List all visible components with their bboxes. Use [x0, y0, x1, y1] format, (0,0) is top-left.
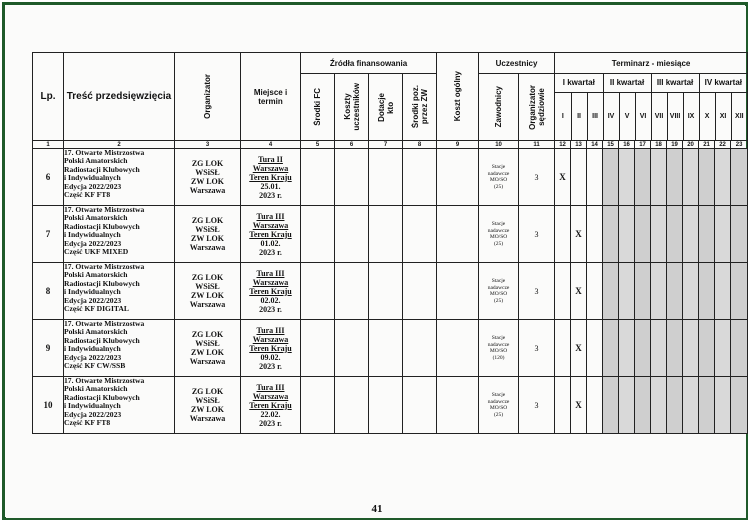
row-month-8	[667, 320, 683, 377]
row-sedziowie: 3	[519, 320, 555, 377]
row-rok: 2023 r.	[259, 190, 282, 200]
row-month-8	[667, 149, 683, 206]
row-lp: 6	[33, 149, 64, 206]
row-organizator: ZG LOK WSiSŁ ZW LOK Warszawa	[175, 263, 241, 320]
row-month-3	[587, 263, 603, 320]
header-srodki-fc-label: Środki FC	[313, 88, 322, 126]
row-rok: 2023 r.	[259, 304, 282, 314]
row-dotacje	[369, 377, 403, 434]
header-q1: I kwartał	[555, 74, 603, 92]
column-number-23: 23	[731, 141, 748, 149]
row-month-6	[635, 263, 651, 320]
row-dotacje	[369, 320, 403, 377]
row-sedziowie: 3	[519, 206, 555, 263]
row-month-mark: X	[571, 377, 587, 434]
table-row	[33, 206, 748, 263]
row-month-mark: X	[571, 206, 587, 263]
column-number-15: 15	[603, 141, 619, 149]
row-month-4	[603, 320, 619, 377]
row-month-5	[619, 206, 635, 263]
row-koszty	[335, 263, 369, 320]
row-teren: Teren Kraju	[249, 343, 292, 353]
header-month-4: IV	[603, 92, 619, 140]
header-month-12: XII	[735, 112, 744, 120]
row-koszt-ogolny	[437, 149, 479, 206]
row-month-9	[683, 320, 699, 377]
row-tresc: 17. Otwarte Mistrzostwa Polski Amatorskich Radiostacji Klubowych i Indywidualnych Edycja 2022/2023 Część KF FT8	[64, 149, 175, 206]
header-zrodla: Źródła finansowania	[301, 53, 437, 74]
row-month-7	[651, 149, 667, 206]
row-month-7	[651, 206, 667, 263]
column-number-20: 20	[683, 141, 699, 149]
row-month-4	[603, 206, 619, 263]
row-koszty	[335, 377, 369, 434]
row-data: 02.02.	[260, 295, 281, 305]
row-zawodnicy: Stacje nadawcze MO/SO (25)	[479, 377, 519, 434]
header-koszty-label: Koszty uczestników	[342, 83, 361, 131]
row-month-5	[619, 377, 635, 434]
page-number: 41	[371, 503, 383, 515]
row-koszt-ogolny	[437, 206, 479, 263]
header-lp: Lp.	[33, 53, 64, 141]
row-zawodnicy: Stacje nadawcze MO/SO (25)	[479, 263, 519, 320]
row-data: 25.01.	[260, 181, 281, 191]
column-number-14: 14	[587, 141, 603, 149]
row-month-11	[715, 377, 731, 434]
row-sedziowie: 3	[519, 149, 555, 206]
header-months	[555, 74, 748, 141]
header-koszty	[335, 74, 369, 141]
row-koszt-ogolny	[437, 320, 479, 377]
row-miejsce	[241, 206, 301, 263]
header-koszt-ogolny-label: Koszt ogólny	[453, 71, 463, 122]
row-dotacje	[369, 206, 403, 263]
row-tura: Tura III	[256, 382, 285, 392]
row-month-6	[635, 149, 651, 206]
header-month-8: VIII	[667, 92, 683, 140]
row-month-6	[635, 377, 651, 434]
row-month-5	[619, 149, 635, 206]
row-lp: 7	[33, 206, 64, 263]
row-month-mark: X	[555, 149, 571, 206]
row-dotacje	[369, 149, 403, 206]
header-zawodnicy-label: Zawodnicy	[494, 86, 504, 128]
row-month-7	[651, 377, 667, 434]
row-zawodnicy: Stacje nadawcze MO/SO (120)	[479, 320, 519, 377]
row-month-10	[699, 320, 715, 377]
row-month-9	[683, 377, 699, 434]
header-q4: IV kwartał	[699, 74, 747, 92]
row-month-1	[555, 263, 571, 320]
row-lp: 10	[33, 377, 64, 434]
schedule-table	[32, 52, 748, 434]
row-month-11	[715, 320, 731, 377]
row-month-8	[667, 263, 683, 320]
column-number-3: 3	[175, 141, 241, 149]
row-zawodnicy: Stacje nadawcze MO/SO (25)	[479, 206, 519, 263]
row-month-1	[555, 377, 571, 434]
row-month-3	[587, 149, 603, 206]
row-srodki-fc	[301, 263, 335, 320]
row-tura: Tura II	[258, 154, 283, 164]
row-sedziowie: 3	[519, 377, 555, 434]
row-month-8	[667, 377, 683, 434]
header-terminarz: Terminarz - miesiące	[555, 53, 748, 74]
column-number-18: 18	[651, 141, 667, 149]
column-number-9: 9	[437, 141, 479, 149]
row-month-4	[603, 377, 619, 434]
row-teren: Teren Kraju	[249, 229, 292, 239]
header-org-sedz	[519, 74, 555, 141]
column-number-19: 19	[667, 141, 683, 149]
row-tresc: 17. Otwarte Mistrzostwa Polski Amatorskich Radiostacji Klubowych i Indywidualnych Edycja 2022/2023 Część UKF MIXED	[64, 206, 175, 263]
row-month-1	[555, 320, 571, 377]
row-month-9	[683, 206, 699, 263]
row-month-5	[619, 320, 635, 377]
column-number-1: 1	[33, 141, 64, 149]
column-number-13: 13	[571, 141, 587, 149]
row-rok: 2023 r.	[259, 361, 282, 371]
row-month-mark: X	[571, 320, 587, 377]
header-month-5: V	[619, 92, 635, 140]
header-tresc: Treść przedsięwzięcia	[64, 53, 175, 141]
row-miasto: Warszawa	[252, 277, 289, 287]
table-row	[33, 320, 748, 377]
row-tresc: 17. Otwarte Mistrzostwa Polski Amatorskich Radiostacji Klubowych i Indywidualnych Edycja 2022/2023 Część KF CW/SSB	[64, 320, 175, 377]
row-miejsce	[241, 263, 301, 320]
row-month-7	[651, 263, 667, 320]
row-miasto: Warszawa	[252, 220, 289, 230]
row-rok: 2023 r.	[259, 247, 282, 257]
column-number-5: 5	[301, 141, 335, 149]
row-tura: Tura III	[256, 211, 285, 221]
header-month-1: I	[555, 92, 571, 140]
row-organizator: ZG LOK WSiSŁ ZW LOK Warszawa	[175, 377, 241, 434]
row-month-3	[587, 377, 603, 434]
row-tura: Tura III	[256, 268, 285, 278]
table-row	[33, 377, 748, 434]
row-month-12	[731, 149, 748, 206]
header-uczestnicy: Uczestnicy	[479, 53, 555, 74]
row-miasto: Warszawa	[252, 334, 289, 344]
column-number-7: 7	[369, 141, 403, 149]
header-month-11: XI	[715, 92, 731, 140]
row-srodki-poz	[403, 377, 437, 434]
row-miejsce	[241, 149, 301, 206]
row-srodki-fc	[301, 377, 335, 434]
row-month-11	[715, 149, 731, 206]
row-month-10	[699, 263, 715, 320]
row-sedziowie: 3	[519, 263, 555, 320]
header-month-9: IX	[683, 92, 699, 140]
column-number-21: 21	[699, 141, 715, 149]
header-zawodnicy	[479, 74, 519, 141]
row-lp: 8	[33, 263, 64, 320]
row-month-12	[731, 206, 748, 263]
row-organizator: ZG LOK WSiSŁ ZW LOK Warszawa	[175, 149, 241, 206]
header-org-sedz-label: Organizator sędziowie	[527, 84, 546, 130]
row-koszty	[335, 206, 369, 263]
row-srodki-poz	[403, 149, 437, 206]
row-month-3	[587, 320, 603, 377]
row-koszt-ogolny	[437, 377, 479, 434]
row-data: 01.02.	[260, 238, 281, 248]
header-month-3: III	[587, 92, 603, 140]
row-srodki-poz	[403, 263, 437, 320]
row-month-4	[603, 149, 619, 206]
row-month-12	[731, 377, 748, 434]
header-month-2: II	[571, 92, 587, 140]
header-month-7: VII	[651, 92, 667, 140]
row-month-6	[635, 206, 651, 263]
row-data: 22.02.	[260, 409, 281, 419]
row-miasto: Warszawa	[252, 391, 289, 401]
row-dotacje	[369, 263, 403, 320]
column-number-10: 10	[479, 141, 519, 149]
column-number-6: 6	[335, 141, 369, 149]
header-organizator	[175, 53, 241, 141]
row-rok: 2023 r.	[259, 418, 282, 428]
row-month-1	[555, 206, 571, 263]
row-month-3	[587, 206, 603, 263]
header-srodki-poz-label: Środki poz. przez ZW	[410, 85, 429, 129]
row-data: 09.02.	[260, 352, 281, 362]
row-tura: Tura III	[256, 325, 285, 335]
row-month-12	[731, 263, 748, 320]
row-miejsce	[241, 320, 301, 377]
row-month-10	[699, 206, 715, 263]
header-srodki-fc	[301, 74, 335, 141]
table-row	[33, 263, 748, 320]
row-teren: Teren Kraju	[249, 172, 292, 182]
row-miasto: Warszawa	[252, 163, 289, 173]
row-month-2	[571, 149, 587, 206]
row-teren: Teren Kraju	[249, 286, 292, 296]
row-srodki-fc	[301, 149, 335, 206]
row-tresc: 17. Otwarte Mistrzostwa Polski Amatorskich Radiostacji Klubowych i Indywidualnych Edycja 2022/2023 Część KF DIGITAL	[64, 263, 175, 320]
row-month-12	[731, 320, 748, 377]
row-month-mark: X	[571, 263, 587, 320]
row-month-4	[603, 263, 619, 320]
row-organizator: ZG LOK WSiSŁ ZW LOK Warszawa	[175, 206, 241, 263]
row-srodki-fc	[301, 320, 335, 377]
row-srodki-poz	[403, 320, 437, 377]
header-miejsce: Miejsce i termin	[241, 53, 301, 141]
header-dotacje-label: Dotacje kto	[376, 92, 395, 122]
row-tresc: 17. Otwarte Mistrzostwa Polski Amatorskich Radiostacji Klubowych i Indywidualnych Edycja 2022/2023 Część KF FT8	[64, 377, 175, 434]
row-month-9	[683, 149, 699, 206]
row-organizator: ZG LOK WSiSŁ ZW LOK Warszawa	[175, 320, 241, 377]
header-month-6: VI	[635, 92, 651, 140]
row-teren: Teren Kraju	[249, 400, 292, 410]
row-miejsce	[241, 377, 301, 434]
column-number-17: 17	[635, 141, 651, 149]
header-dotacje	[369, 74, 403, 141]
column-number-12: 12	[555, 141, 571, 149]
row-koszty	[335, 320, 369, 377]
row-srodki-fc	[301, 206, 335, 263]
row-koszt-ogolny	[437, 263, 479, 320]
column-number-8: 8	[403, 141, 437, 149]
row-koszty	[335, 149, 369, 206]
header-koszt-ogolny	[437, 53, 479, 141]
header-month-10: X	[699, 92, 715, 140]
column-number-16: 16	[619, 141, 635, 149]
row-month-9	[683, 263, 699, 320]
row-month-11	[715, 263, 731, 320]
row-month-11	[715, 206, 731, 263]
header-q2: II kwartał	[603, 74, 651, 92]
header-organizator-label: Organizator	[203, 74, 212, 119]
column-number-4: 4	[241, 141, 301, 149]
row-month-10	[699, 149, 715, 206]
row-month-10	[699, 377, 715, 434]
row-month-7	[651, 320, 667, 377]
row-zawodnicy: Stacje nadawcze MO/SO (25)	[479, 149, 519, 206]
row-lp: 9	[33, 320, 64, 377]
row-month-5	[619, 263, 635, 320]
row-srodki-poz	[403, 206, 437, 263]
row-month-6	[635, 320, 651, 377]
column-number-11: 11	[519, 141, 555, 149]
table-row	[33, 149, 748, 206]
header-srodki-poz	[403, 74, 437, 141]
row-month-8	[667, 206, 683, 263]
column-number-22: 22	[715, 141, 731, 149]
column-number-2: 2	[64, 141, 175, 149]
header-q3: III kwartał	[651, 74, 699, 92]
